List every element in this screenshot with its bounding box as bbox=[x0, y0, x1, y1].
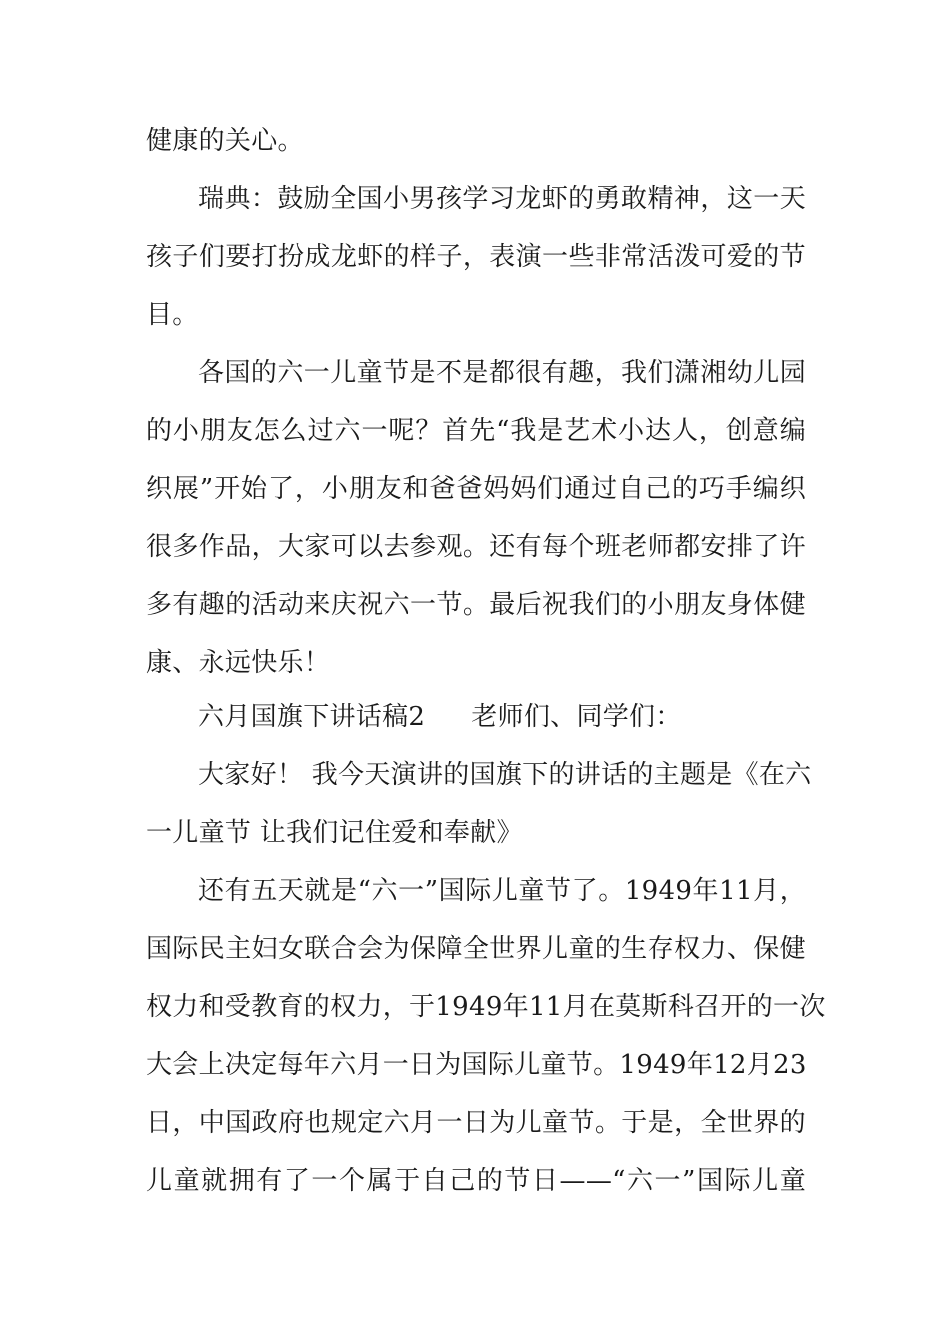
text-line: 康、永远快乐！ bbox=[146, 648, 331, 678]
text-line: 织展”开始了，小朋友和爸爸妈妈们通过自己的巧手编织 bbox=[146, 474, 806, 504]
text-line: 孩子们要打扮成龙虾的样子，表演一些非常活泼可爱的节 bbox=[146, 242, 806, 272]
text-line: 国际民主妇女联合会为保障全世界儿童的生存权力、保健 bbox=[146, 934, 806, 964]
text-line: 健康的关心。 bbox=[146, 126, 304, 156]
text-line: 儿童就拥有了一个属于自己的节日——“六一”国际儿童 bbox=[146, 1166, 806, 1196]
section-heading-line bbox=[198, 700, 806, 734]
text-line: 多有趣的活动来庆祝六一节。最后祝我们的小朋友身体健 bbox=[146, 590, 806, 620]
text-line: 的小朋友怎么过六一呢？首先“我是艺术小达人，创意编 bbox=[146, 416, 806, 446]
text-line: 瑞典：鼓励全国小男孩学习龙虾的勇敢精神，这一天 bbox=[198, 184, 806, 214]
speech-title: 六月国旗下讲话稿2 bbox=[198, 702, 426, 732]
text-line: 目。 bbox=[146, 300, 199, 330]
text-line: 还有五天就是“六一”国际儿童节了。1949年11月， bbox=[198, 876, 806, 906]
speech-greeting: 老师们、同学们： bbox=[471, 702, 682, 732]
text-line: 大会上决定每年六月一日为国际儿童节。1949年12月23 bbox=[146, 1050, 807, 1080]
text-line: 各国的六一儿童节是不是都很有趣，我们潇湘幼儿园 bbox=[198, 358, 806, 388]
text-line: 很多作品，大家可以去参观。还有每个班老师都安排了许 bbox=[146, 532, 806, 562]
text-line: 日，中国政府也规定六月一日为儿童节。于是，全世界的 bbox=[146, 1108, 806, 1138]
text-line: 大家好！ 我今天演讲的国旗下的讲话的主题是《在六 bbox=[198, 760, 812, 790]
text-line: 权力和受教育的权力，于1949年11月在莫斯科召开的一次 bbox=[146, 992, 826, 1022]
text-line: 一儿童节 让我们记住爱和奉献》 bbox=[146, 818, 523, 848]
